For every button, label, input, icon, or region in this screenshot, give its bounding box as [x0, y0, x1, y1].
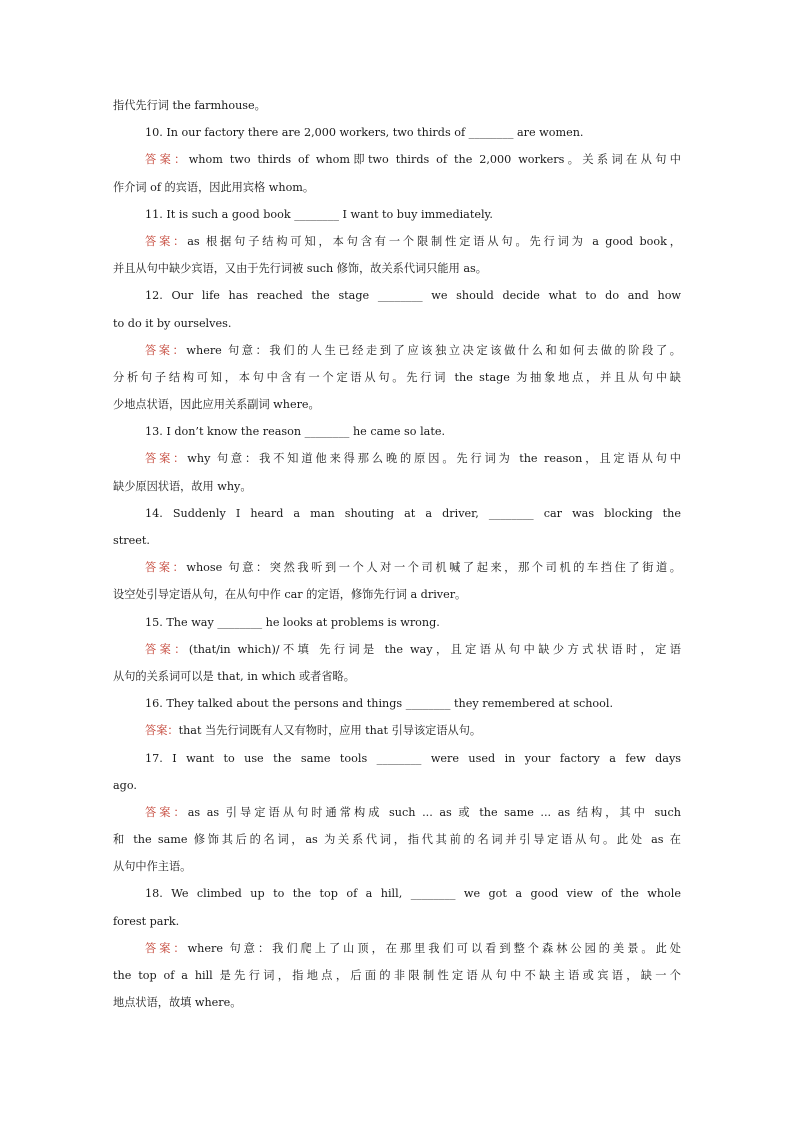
answer-label: 答案： — [145, 642, 189, 656]
answer-12: 答案：where 句意：我们的人生已经走到了应该独立决定该做什么和如何去做的阶段了。 — [145, 343, 681, 357]
answer-label: 答案： — [145, 234, 188, 248]
text-line: 并且从句中缺少宾语，又由于先行词被 such 修饰，故关系代词只能用 as。 — [113, 262, 487, 276]
question-17: 17. I want to use the same tools ________ were used in your factory a few days — [145, 751, 681, 765]
answer-label: 答案： — [145, 805, 188, 819]
question-14: 14. Suddenly I heard a man shouting at a driver, ________ car was blocking the — [145, 506, 681, 520]
question-16: 16. They talked about the persons and things ________ they remembered at school. — [145, 697, 614, 711]
answer-18: 答案：where 句意：我们爬上了山顶，在那里我们可以看到整个森林公园的美景。此处 — [145, 941, 681, 955]
question-13: 13. I don’t know the reason ________ he came so late. — [145, 425, 446, 439]
answer-16: 答案：that 当先行词既有人又有物时，应用 that 引导该定语从句。 — [145, 724, 482, 738]
text-line: 设空处引导定语从句，在从句中作 car 的定语，修饰先行词 a driver。 — [113, 588, 467, 602]
answer-label: 答案： — [145, 452, 188, 466]
answer-label: 答案： — [145, 343, 187, 357]
answer-13: 答案：why 句意：我不知道他来得那么晚的原因。先行词为 the reason，且定语从句中 — [145, 452, 681, 466]
answer-label: 答案： — [145, 941, 188, 955]
question-11: 11. It is such a good book ________ I want to buy immediately. — [145, 207, 493, 221]
text-line: 从句的关系词可以是 that, in which 或者省略。 — [113, 669, 355, 683]
text-line: street. — [113, 534, 150, 547]
text-line: 指代先行词 the farmhouse。 — [113, 99, 266, 112]
answer-11: 答案：as 根据句子结构可知，本句含有一个限制性定语从句。先行词为 a good book， — [145, 234, 681, 248]
text-line: 和 the same 修饰其后的名词，as 为关系代词，指代其前的名词并引导定语从句。此处 as 在 — [113, 833, 681, 847]
answer-10: 答案：whom two thirds of whom即two thirds of the 2,000 workers。关系词在从句中 — [145, 153, 681, 167]
answer-17: 答案：as as 引导定语从句时通常构成 such ... as 或 the same ... as 结构，其中 such — [145, 805, 681, 819]
question-10: 10. In our factory there are 2,000 workers, two thirds of ________ are women. — [145, 126, 584, 140]
text-line: to do it by ourselves. — [113, 316, 232, 330]
question-15: 15. The way ________ he looks at problems is wrong. — [145, 615, 440, 629]
question-12: 12. Our life has reached the stage ________ we should decide what to do and how — [145, 289, 681, 303]
answer-label: 答案： — [145, 724, 179, 738]
text-line: 从句中作主语。 — [113, 860, 192, 874]
answer-label: 答案： — [145, 561, 187, 575]
text-line: the top of a hill 是先行词，指地点，后面的非限制性定语从句中不缺主语或宾语，缺一个 — [113, 969, 681, 982]
text-line: ago. — [113, 778, 137, 792]
text-line: 少地点状语，因此应用关系副词 where。 — [113, 398, 320, 412]
document-page — [113, 92, 681, 1016]
text-line: 地点状语，故填 where。 — [113, 996, 242, 1010]
text-line: 分析句子结构可知，本句中含有一个定语从句。先行词 the stage 为抽象地点，并且从句中缺 — [113, 370, 681, 384]
answer-label: 答案： — [145, 153, 189, 167]
answer-14: 答案：whose 句意：突然我听到一个人对一个司机喊了起来，那个司机的车挡住了街道。 — [145, 561, 681, 575]
text-line: forest park. — [113, 914, 180, 928]
text-line: 缺少原因状语，故用 why。 — [113, 479, 252, 493]
text-line: 作介词 of 的宾语，因此用宾格 whom。 — [113, 180, 315, 194]
question-18: 18. We climbed up to the top of a hill, ________ we got a good view of the whole — [145, 887, 681, 901]
answer-15: 答案：(that/in which)/不填 先行词是 the way，且定语从句中缺少方式状语时，定语 — [145, 642, 681, 656]
